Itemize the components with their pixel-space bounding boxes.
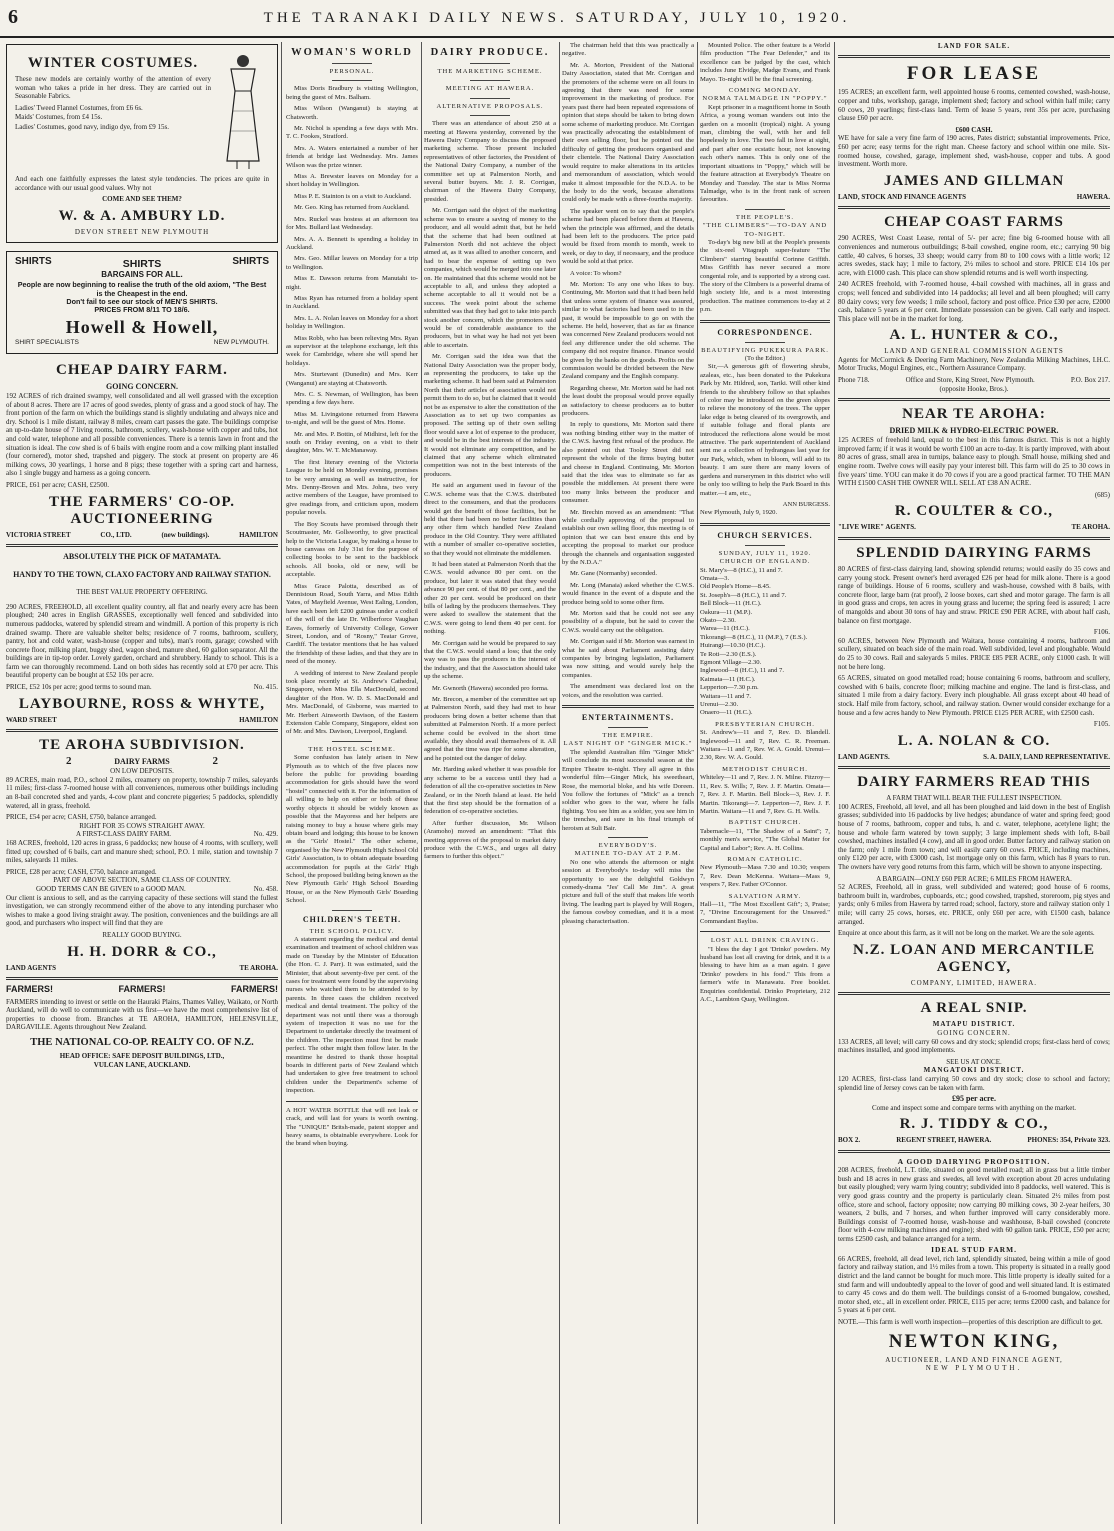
personal-item: Miss M. Livingstone returned from Hawera to-night, and will be the guest of Mrs. Home. (286, 410, 418, 427)
methodist-sub: METHODIST CHURCH. (722, 765, 808, 773)
te-aroha-a1-row (6, 830, 278, 839)
article-paragraph: It had been stated at Palmerston North that the C.W.S. would advance 80 per cent. on the produce, but later it was stated that they would advance 90 per cent. of that 80 per cent., and the other 20 per cent. would be produced on their bills of lading by the producers themselves. They were asked to swallow the statement that the C.W.S. were going to lend them 40 per cent. for nothing. (424, 560, 556, 636)
personal-item: Mrs. Ruckel was hostess at an afternoon tea for Mrs. Bullard last Wednesday. (286, 215, 418, 232)
article-paragraph: Mounted Police. The other feature is a World film production "The Fear Defender," and its excellence can be judged by the cast, which includes June Elvidge, Madge Evans, and Frank Mayo. To-night will be the final screening. (700, 42, 830, 83)
te-aroha-heading: TE AROHA SUBDIVISION. (39, 737, 245, 754)
dorr-agents: LAND AGENTS (6, 963, 56, 972)
womans-world-heading: WOMAN'S WORLD (291, 47, 413, 58)
coast-farm-2: 240 ACRES freehold, with 7-roomed house, 4-bail cowshed with machines, all in grass and crops; well fenced and subdivided into 14 paddocks; all level and all been ploughed; will carry 80 dairy cows; very few weeds; 1 mile school, factory and post office. Price £30 per acre, £2000 cash, balance 5 years at 6 per cent. Immediate possession can be given. Call early and inspect. This place will not be in the market for long. (838, 280, 1110, 323)
church-listing-item: Kaimata—11 (H.C.). (700, 675, 756, 683)
empire-subheading: THE EMPIRE. (602, 732, 654, 740)
entertainments-heading: ENTERTAINMENTS. (581, 713, 675, 723)
for-lease-body: 195 ACRES; an excellent farm, well appointed house 6 rooms, cemented cowshed, wash-house, copper and tubs, workshop, garage, implement shed; factory and school within half mile; carry 60 cows, 20 yearlings; first-class land. Term of lease 5 years, rent 35s per acre, purchasing clause £60 per acre. (838, 88, 1110, 123)
newton-king-firm: NEWTON KING, (888, 1330, 1060, 1352)
splendid-farm-3: 65 ACRES, situated on good metalled road; house containing 6 rooms, bathroom and scullery, cowshed with 6 bails, concrete floor; milking machine and engine. The land is first-class, and situated 1 mile from a dairy factory. Every inch ploughable. All grass except about 40 head of stock. Half mile from factory, school, and railway station. Owner would consider exchange for a house and a few acres handy to New Plymouth. PRICE £125 PER ACRE, with £2500 cash. (838, 674, 1110, 717)
personal-item: Miss Robb, who has been relieving Mrs. Ryan as supervisor at the telephone exchange, left this week for Cambridge, where she will spend her holidays. (286, 334, 418, 367)
shirts-word: SHIRTS (122, 258, 162, 271)
article-paragraph: Mr. Corrigan said the object of the marketing scheme was to ensure a saving of money to the producer, and all would admit that, but he held that the scheme that had been outlined at Palmerston North did not achieve the object aimed at, as it was allied to another concern, and had to bear the expense of setting up two companies, which would be merged into one later on. He maintained that this scheme would not be acceptable to all, and unless they adopted a scheme acceptable to all it would not be a success. The week point about the scheme submitted was that they had got to take into parch stock another concern, which the promoters said would be of considerable assistance to the producers, but in what way he had not yet been able to ascertain. (424, 207, 556, 349)
farmers-word: FARMERS! (231, 984, 278, 995)
te-aroha-ref2: No. 458. (253, 884, 278, 893)
hunter-body: Agents for McCormick & Deering Farm Machinery, New Zealandia Milking Machines, I.H.C. Motor Trucks, Mogul Engines, etc., Northern Assurance Company. (838, 355, 1110, 373)
church-listing-item: Lepperton—7.30 p.m. (700, 684, 759, 692)
church-listing-item: Egmont Village—2.30. (700, 659, 762, 666)
winter-note: And each one faithfully expresses the latest style tendencies. The prices are quite in accordance with our usual good values. Why not (15, 175, 269, 192)
teeth-article: A statement regarding the medical and dental examination and treatment of school children was made on Tuesday by the Minister of Education (the Hon. C. J. Parr). It was estimated, said the Minister, that about seventy-five per cent. of the cases for treatment were found by the supervising nurses who watched them to be attended to by parents. In three cases the children received medical and dental treatment. The policy of the department was not until there was a thorough system of inspection it was no use for the Department to undertake directly the treatment of the children. The inspection must first be made perfect. The other might then follow later. In the meantime he desired to thank those hospital boards in different parts of New Zealand which had undertaken to give free treatment to school children under the Department's scheme of inspection. (286, 935, 418, 1095)
column-2-womans-world (286, 42, 418, 1524)
teeth-heading: CHILDREN'S TEETH. (302, 914, 402, 924)
page-number: 6 (8, 6, 18, 28)
woman-costume-illustration (217, 51, 269, 171)
real-snip-heading: A REAL SNIP. (920, 1000, 1028, 1017)
cheap-dairy-farm-body: 192 ACRES of rich drained swampy, well consolidated and all well grassed with the exception of about 8 acres. There are 17 acres of good swedes, plenty of grass and a good stock of hay. The front portion of the farm on which the buildings stand is slightly undulating and always nice and dry. School is 1 mile distant, railway 8 miles, cream cart passes the gate. The buildings comprise an up-to-date house of 7 living rooms, bathroom, scullery, wash-house with copper and tubs, hot and cold water, telephone and all possible conveniences. There is a tennis lawn in front and the situation is ideal. The cow shed is of 6 bails with engine room and a cow milking plant installed (four cornered), motor shed, trapshed and piggery. The stock at present on property are 46 milking cows, 30 yearlings, 1 horse and 8 pigs; these together with a spring cart and harness, also 1 single buggy and harness as a going concern. (6, 392, 278, 478)
personal-item: Mrs. L. A. Nolan leaves on Monday for a short holiday in Wellington. (286, 314, 418, 331)
winter-costumes-ad (6, 44, 278, 243)
article-paragraph: Kept prisoner in a magnificent home in South Africa, a young woman wanders out into the garden on a moonlit (tropical) night. A young man, climbing the wall, with her and fell hopelessly in love. The two fall in love at sight, and part after one ecstatic hour, not knowing each other's names. This is only one of the important situations in "Poppy," which will be the feature attraction at Everybody's Theatre on Monday and Tuesday. The star is Miss Norma Talmadge, who is in the front rank of screen favourites. (700, 103, 830, 204)
dorr-town: TE AROHA. (239, 963, 278, 972)
ideal-stud-note: NOTE.—This farm is well worth inspection—properties of this description are difficult to get. (838, 1318, 1103, 1327)
church-listing-item: St. Joseph's—8 (H.C.), 11 and 7. (700, 591, 787, 599)
national-coop-lane: VULCAN LANE, AUCKLAND. (93, 1060, 191, 1069)
empire-sub2: LAST NIGHT OF "GINGER MICK." (563, 740, 693, 748)
cheap-dairy-farm-price: PRICE, £61 per acre; CASH, £2500. (6, 480, 110, 489)
te-aroha-price2: PRICE, £28 per acre; CASH, £750, balance arranged. (6, 867, 157, 876)
correspondence-date: New Plymouth, July 9, 1920. (700, 509, 778, 517)
matamata-body: 290 ACRES, FREEHOLD, all excellent quality country, all flat and nearly every acre has been ploughed; 240 acres in English GRASSES, exceptionally well fenced and subdivided into numerous paddocks, watered by splendid stream and windmill. A portion of this property is rich drained swamp. There are valuable shelter belts; residence of 7 rooms, bathroom, scullery, pantry, hot and cold water, wash-house (copper and tubs), man's room, garage; cowshed with concrete floor, milking plant, buggy shed, wagon shed, manure shed, 60 gallon separator. All the buildings are in tip-top order. Lovely garden, orchard and shrubbery. Handy to school. This is a farm we can thoroughly recommend. Land on both sides has recently sold at £70 per acre. This beautiful property can be bought at £52 10s per acre. (6, 602, 278, 680)
laybourne-street: WARD STREET (6, 715, 57, 724)
personal-item: Miss Grace Palotta, described as of Dennistoun Road, South Yarra, and Miss Edith Yates, of Mayfield Avenue, West Ealing, London, have each been left £200 guineas under a codicil of the will of the late Dr. Wilberforce Vaughan Eaves, formerly of University College, Gower Street, London, and of "Rosny," Teatar Grove, Cardiff. The testator mentions that he has valued the friendship of these ladies, and that they are in need of the money. (286, 582, 418, 666)
splendid-farm-1: 80 ACRES of first-class dairying land, showing splendid returns; would easily do 35 cows and carry young stock. Present owner's herd averaged £26 per head for milk alone. There is a good range of buildings. House of 6 rooms, scullery and wash-house, cowshed with 8 bails, with concrete floor, large barn (rat proof), 2 loose boxes, cart shed and motor garage. The farm is all in good grass and crops, ten acres in young grass and lucerne; the spring feed is assured; 1 acre of mangolds and about 30 tons of hay and straw. PRICE £90 PER ACRE, with about half cash, balance on first mortgage. (838, 565, 1110, 625)
church-listing-item: Urenui—2.30. (700, 701, 739, 709)
mangatoki-price: £95 per acre. (952, 1094, 996, 1104)
nolan-firm: L. A. NOLAN & CO. (897, 732, 1051, 749)
personal-item: Miss E. Dawson returns from Manutahi to-night. (286, 275, 418, 291)
james-gillman-footer (838, 193, 1110, 202)
nz-loan-sub: COMPANY, LIMITED, HAWERA. (910, 978, 1038, 987)
james-gillman-firm: JAMES AND GILLMAN (883, 172, 1065, 189)
read-this-sub: A FARM THAT WILL BEAR THE FULLEST INSPECTION. (886, 794, 1062, 803)
winter-price: Ladies' Tweed Flannel Costumes, from £6 6s. (15, 103, 143, 112)
dorr-firm-name: H. H. DORR & CO., (67, 943, 217, 960)
roman-catholic-sub: ROMAN CATHOLIC. (727, 855, 803, 863)
shirts-footer (15, 339, 269, 347)
mangatoki-sub: MANGATOKI DISTRICT. (923, 1066, 1025, 1075)
cheap-dairy-farm-heading: CHEAP DAIRY FARM. (56, 362, 228, 378)
church-listing-item: Omata—3. (700, 574, 730, 582)
nz-loan-firm: N.Z. LOAN AND MERCANTILE AGENCY, (853, 941, 1095, 975)
personal-item: A wedding of interest to New Zealand people took place recently at St. Andrew's Cathedral, Singapore, when Miss Ella MacDonald, second daughter of the Hon. W. D. S. MacDonald and Mrs. MacDonald, of Gisborne, was married to Mr. Herbert Ainsworth Davison, of the Eastern Extension Cable Company, Singapore, eldest son of Mr. and Mrs. Davison, Liverpool, England. (286, 669, 418, 736)
personal-item: Miss P. E. Stainton is on a visit to Auckland. (294, 192, 412, 200)
article-paragraph: Mr. Corrigan said if Mr. Morton was earnest in what he said about Parliament assisting dairy companies by bringing legislation, Parliament was now sitting, and would surely help the companies. (562, 638, 694, 679)
near-te-aroha-body: 125 ACRES of freehold land, equal to the best in this famous district. This is not a highly improved farm; if it was it would be worth £100 an acre to-day. It is partly improved, with about 80 acres of grass, small area in turnips, balance easy to plough. Small house, milking shed and engine room. Twelve cows will easily pay your interest bill. This farm will do 25 to 30 cows in five years' time. YOU can make it do 70 cows if you are a good practical farmer. TO THE MAN WITH £1500 CASH THE OWNER WILL SELL AT £38 AN ACRE. (838, 436, 1110, 488)
winter-price: Maids' Costumes, from £4 15s. (15, 113, 103, 122)
coulter-town: TE AROHA. (1071, 523, 1110, 532)
farmers-coop-street: VICTORIA STREET (6, 530, 71, 539)
hunter-firm: A. L. HUNTER & CO., (889, 327, 1059, 344)
dorr-footer (6, 964, 278, 973)
article-paragraph: Mr. A. Morton, President of the National Dairy Association, stated that Mr. Corrigan and the promoters of the scheme were on all fours in agreeing that there was need for some improvement in the marketing of produce. For years past there had been repeated expressions of opinion that steps should be taken to bring down some scheme of marketing produce. Mr. Corrigan was practically advocating the establishment of their own selling floor, but he pointed out the difficulty of getting the producers organised and their clientele. The National Dairy Association would require to make alterations in its articles and memorandum of association, which would make it almost impossible for the N.D.A. to be the body to do the work, because alterations could only be made with a three-fourths majority. (562, 61, 694, 204)
church-listing-item: Oakura—11 (M.P.). (700, 608, 753, 616)
salvation-army-listing: Hall—11, "The Most Excellent Gift"; 3, Praise; 7, "Divine Encouragement for the Unsaved." Commandant Bayliss. (700, 900, 830, 925)
for-lease-heading: FOR LEASE (906, 63, 1042, 85)
article-paragraph: In reply to questions, Mr. Morton said there was nothing binding either way in the matter of the C.W.S. having first refusal of the produce. He also pointed out that Tooley Street did not represent the whole of the firms buying butter and cheese in England. Continuing, Mr. Morton said that the idea was to eliminate so far as possible the middlemen. At present there were too many links between the producer and consumer. (562, 421, 694, 505)
splendid-farm-1-ref: F106. (1093, 628, 1110, 637)
coast-farm-1: 290 ACRES, West Coast Lease, rental of 5/- per acre; fine big 6-roomed house with all conveniences and numerous outbuildings; 8-bail cowshed, engine room, etc.; carrying 90 big cattle, 40 calves, 6 horses, 33 sheep; would carry from 80 to 100 cows with a little work; 12 acres swedes, stack hay; 1 mile to factory, 2½ miles to school and store. PRICE £14 10s per acre, with £1000 cash. This place can show splendid returns and is well worth inspecting. (838, 234, 1110, 277)
column-3-dairy-produce (424, 42, 556, 1524)
near-te-aroha-sub: DRIED MILK & HYDRO-ELECTRIC POWER. (889, 426, 1059, 436)
church-listing-item: Te Roti—2.30 (E.S.). (700, 650, 757, 658)
nolan-rep: S. A. DAILY, LAND REPRESENTATIVE. (983, 752, 1110, 761)
shirts-cta: Don't fail to see our stock of MEN'S SHIRTS. (66, 296, 218, 306)
column-4-news (562, 42, 694, 1524)
church-listing-item: Tikorangi—8 (H.C.), 11 (M.P.), 7 (E.S.). (700, 633, 808, 641)
article-paragraph: After further discussion, Mr. Wilson (Aramoho) moved an amendment: "That this meeting approves of the proposal to market dairy produce with the C.W.S., and urges all dairy farmers to further this object." (424, 819, 556, 861)
personal-item: Mrs. A. Waters entertained a number of her friends at bridge last Wednesday. Mrs. James Wilson was the prize winner. (286, 144, 418, 169)
te-aroha-num: 2 (212, 755, 218, 768)
dairy-produce-heading: DAIRY PRODUCE. (430, 47, 550, 58)
article-paragraph: Mr. Long (Manaia) asked whether the C.W.S. would finance in the event of a dispute and the produce being sold to some other firm. (562, 581, 694, 606)
personal-item: Mrs. Sturtevant (Dunedin) and Mrs. Kerr (Wanganui) are staying at Chatsworth. (286, 371, 418, 387)
column-5-news (700, 42, 830, 1524)
personal-item: Mr. Nichol is spending a few days with Mrs. T. C. Fookes, Stratford. (286, 125, 418, 141)
hostel-article: Some confusion has lately arisen in New Plymouth as to which of the five places now before the public for providing boarding accommodation for girls should have the word "hostel" connected with it. For the information of all willing to help on either or both of these worthy objects it should be widely known as possible that the Mayoress and her helpers are raising money to buy a house where girls may obtain board and lodging; this house to be known as the "Girls' Hostel." The other scheme, organised by the New Plymouth High School Old Girls' Association, is to obtain adequate boarding accommodation for pupils at the Girls' High School, the proposed building being known as the New Plymouth Girls' High School Boarding House, or as the New Plymouth Girls' Boarding School. (286, 754, 418, 905)
column-rule (421, 42, 422, 1524)
personal-subheading: PERSONAL. (329, 68, 375, 75)
near-te-aroha-ref: (685) (1094, 490, 1110, 499)
article-paragraph: He said an argument used in favour of the C.W.S. scheme was that the C.W.S. distributed direct to the consumers, and that the producers would get the benefit of those facilities, but he held that there had been no better facilities than any other firm which handled New Zealand produce in the Old Country. They were affiliated with a number of smaller co-operative societies, so that they would not eliminate the middlemen. (424, 482, 556, 557)
personal-item: Mrs. Geo. Millar leaves on Monday for a trip to Wellington. (286, 255, 418, 271)
everybodys-subheading: EVERYBODY'S. (598, 841, 658, 849)
cash-heading: £600 CASH. (955, 125, 993, 134)
shirts-footer-left: SHIRT SPECIALISTS (15, 338, 79, 346)
masthead (0, 0, 1114, 38)
column-rule (697, 42, 698, 1524)
column-1-advertisements (6, 42, 278, 1524)
methodist-listing: Whiteley—11 and 7, Rev. J. N. Milne. Fitzroy—11, Rev. S. Wills; 7, Rev. J. F. Martin. Omata—7, Rev. J. F. Martin. Bell Block—3, Rev. J. F. Martin. Tikorangi—7. Lepperton—7, Rev. J. F. Martin. Waitara—11 and 7, Rev. G. H. Wells. (700, 774, 830, 815)
correspondence-letter: Sir,—A generous gift of flowering shrubs, azaleas, etc., has been donated to the Pukekura Park by Mr. Hildred, son, Tariki. Will other kind friends to the shrubbery follow so that splashes of color may be introduced on the green slopes to relieve the monotony of the trees. The upper lake edge is being cleared of its overgrowth, and if suitable foliage and floral plants are introduced the reflections alone would be most attractive. The park superintendent of Auckland sent me a collection of hydrangeas last year for our Park, which, when in bloom, will add to its beauty. I am sure there are many lovers of gardens and nurserymen in this district who will be only too willing to help the Park Board in this matter.—I am, etc., (700, 363, 830, 497)
matapu-sub: MATAPU DISTRICT. (932, 1020, 1016, 1029)
snip-see-us: SEE US AT ONCE. (946, 1057, 1002, 1066)
alternative-sub: ALTERNATIVE PROPOSALS. (436, 102, 544, 110)
winter-costumes-heading: WINTER COSTUMES. (27, 55, 199, 71)
ambury-address: DEVON STREET NEW PLYMOUTH (74, 227, 210, 236)
matamata-line1: HANDY TO THE TOWN, CLAXO FACTORY AND RAILWAY STATION. (13, 570, 271, 580)
article-paragraph: Mr. Harding asked whether it was possible for any scheme to be a success until they had a federation of all the co-operative societies in New Zealand, or in the North Island at least. He held that the first step should be the formation of a federation of co-operative societies. (424, 766, 556, 816)
everybodys-article: No one who attends the afternoon or night session at Everybody's to-day will miss the opportunity to see the delightful Goldwyn comedy-drama "Jes' Call Me Jim". A great picture and full of the stuff that makes life worth living. The leading part is played by Will Rogers, the famous cowboy comedian, and it is a most pleasing characterisation. (562, 858, 694, 925)
hostel-subheading: THE HOSTEL SCHEME. (308, 745, 396, 753)
mangatoki-cta: Come and inspect some and compare terms with anything on the market. (871, 1103, 1077, 1112)
shirts-footer-right: NEW PLYMOUTH. (213, 338, 269, 346)
te-aroha-farm1: 89 ACRES, main road, P.O., school 2 miles, creamery on property, township 7 miles, saleyards 11 miles; first-class 7-roomed house with all conveniences, numerous other buildings including an 8-bail concreted shed and yards, 4-cow plant and concrete piggeries; 5 paddocks, splendidly watered, all in grass, freehold. (6, 775, 278, 810)
article-paragraph: Mr. Gwnorth (Hawera) seconded pro forma. (432, 684, 549, 692)
shirts-word: SHIRTS (232, 256, 269, 268)
article-paragraph: The amendment was declared lost on the voices, and the resolution was carried. (562, 683, 694, 699)
church-listing-item: St. Mary's—8 (H.C.), 11 and 7. (700, 566, 783, 574)
article-paragraph: Mr. Morton said that he could not see any possibility of a dispute, but he said to cover the C.W.S. would carry out the obligation. (562, 610, 694, 634)
farmers-body: FARMERS intending to invest or settle on the Hauraki Plains, Thames Valley, Waikato, or North Auckland, will do well to communicate with us first—we have the most comprehensive list of properties to choose from. Branches at TE AROHA, HAMILTON, HELENSVILLE, DARGAVILLE. Agents throughout New Zealand. (6, 997, 278, 1032)
farmers-coop-heading: THE FARMERS' CO-OP. AUCTIONEERING (48, 493, 236, 527)
personal-item: Mrs. C. S. Newman, of Wellington, has been spending a few days here. (286, 391, 418, 407)
farmers-coop-sub: CO., LTD. (100, 530, 132, 539)
ideal-stud-body: 66 ACRES, freehold, all dead level, rich land, splendidly situated, being within a mile of good factory and railway station, and 1½ miles from a town. This property is situated in a really good district and the land cannot be bought for much more. This little property is ideally suited for a stud farm and will undoubtedly appeal to the lover of good and well situated land. It is estimated to carry 45 cows and do them well. The buildings consist of a 6-roomed bungalow, cowshed, motor shed, etc., all in excellent order. PRICE, £115 per acre; terms £2000 cash, and balance for 5 years at 6 per cent. (838, 1254, 1110, 1315)
personal-item: Miss Ryan has returned from a holiday spent in Auckland. (286, 294, 418, 311)
personal-item: The first literary evening of the Victoria League to be held on Monday evening, promises to be very amusing as well as instructive, for Mrs. Denny-Brown and Mrs. Johns, two very active members of the League, have promised to give readings from, and criticism upon, modern popular novels. (286, 458, 418, 517)
land-for-sale-heading: LAND FOR SALE. (937, 42, 1011, 50)
tiddy-phones: PHONES: 354, Private 323. (1027, 1136, 1110, 1145)
matamata-heading: ABSOLUTELY THE PICK OF MATAMATA. (63, 552, 221, 562)
personal-item: Mr. and Mrs. P. Bottin, of Midhirst, left for the south on Friday evening, on a visit to their daughter, Mrs. W. T. McManaway. (286, 430, 418, 455)
hot-water-bottle-ad: A HOT WATER BOTTLE that will not leak or crack, and will last for years is worth owning. The "UNIQUE" Britsh-made, patent stopper and heavy seams, is obtainable everywhere. Look for the brand when buying. (286, 1106, 418, 1148)
national-coop-firm: THE NATIONAL CO-OP. REALTY CO. OF N.Z. (30, 1036, 254, 1048)
article-paragraph: Mr. Corrigan said the idea was that the National Dairy Association was the proper body, as representing the producers, to take up the marketing scheme. It had been said at Palmerston North that their articles of association would not permit them to do so, but he claimed that it would not be as expensive to alter the constitution of the Association as to set up two companies as proposed. The setting up of their own selling floor would save a lot of expense to the producer, and would be in the best interests of the industry. It would not eliminate any competition, and he claimed that any scheme which eliminated competition was not in the best interests of the producers. (424, 353, 556, 478)
bargain-heading: A BARGAIN—ONLY £60 PER ACRE; 6 MILES FROM HAWERA. (876, 874, 1072, 883)
hunter-office: Office and Store, King Street, New Plymouth. (905, 376, 1035, 385)
church-listing-item: Inglewood—8 (H.C.), 11 and 7. (700, 667, 784, 675)
farmers-word: FARMERS! (118, 984, 166, 995)
hunter-sub: LAND AND GENERAL COMMISSION AGENTS (884, 347, 1064, 356)
farmers-coop-buildings: (new buildings). (161, 530, 210, 539)
te-aroha-good-row (6, 885, 278, 894)
shirts-sub: BARGAINS FOR ALL. (101, 270, 183, 280)
peoples-article: To-day's big new bill at the People's presents the six-reel Vitagraph super-feature "The Climbers" starring beautiful Corinne Griffith. Miss Griffith has never secured a more congenial role, and is supported by a strong cast. The story of the Climbers is a powerful drama of high society life, and is a most interesting production. The matinee commences to-day at 2 p.m. (700, 238, 830, 314)
matamata-line2: THE BEST VALUE PROPERTY OFFERING. (76, 588, 208, 597)
tiddy-footer (838, 1136, 1110, 1145)
te-aroha-sub: DAIRY FARMS (114, 757, 170, 767)
farmers-coop-town: HAMILTON (239, 530, 278, 539)
read-this-farm-2: 52 ACRES, Freehold, all in grass, well subdivided and watered; good house of 6 rooms, bathroom built in, wardrobes, cupboards, etc.; good cowshed, trapshed, storeroom, pig styes and yards; only 6 miles from Hawera by tarred road; school, factory, store and railway station only 1 mile; will carry 25 cows, horses, etc. PRICE, only £60 per acre, with £1500 cash, balance arranged. (838, 883, 1110, 926)
article-paragraph: The chairman held that this was practically a negative. (562, 42, 694, 58)
teeth-subheading: THE SCHOOL POLICY. (309, 927, 395, 935)
presbyterian-listing: St. Andrew's—11 and 7, Rev. D. Blandell. Inglewood—11 and 7, Rev. C. R. Freeman. Waitara—11 and 7, Rev. W. A. Gould. Urenui—2.30, Rev. W. A. Gould. (700, 729, 830, 762)
laybourne-town: HAMILTON (239, 715, 278, 724)
correspondence-to: (To the Editor.) (744, 355, 786, 362)
cash-body: WE have for sale a very fine farm of 190 acres, Pates district; substantial improvements. Price, £60 per acre; easy terms for the right man. Cheese factory and school within one mile. Six-roomed house, cowshed, garage, implement shed, wash-house, copper and tubs. A good investment. Worth more. (838, 134, 1110, 169)
church-listing-item: Bell Block—11 (H.C.). (700, 600, 762, 608)
matamata-price-row (6, 683, 278, 692)
church-listing (700, 567, 830, 718)
coming-monday-sub: COMING MONDAY. (728, 87, 802, 95)
church-of-england-sub: CHURCH OF ENGLAND. (719, 558, 811, 566)
cheap-coast-farms-heading: CHEAP COAST FARMS (884, 214, 1064, 231)
winter-cta: COME AND SEE THEM? (102, 195, 182, 204)
baptist-listing: Tabernacle—11, "The Shadow of a Saint"; 7, monthly men's service, "The Global Matter for Capital and Labor"; Rev. A. H. Collins. (700, 827, 830, 852)
article-paragraph: Mr. Gane (Normanby) seconded. (570, 570, 657, 578)
splendid-dairying-heading: SPLENDID DAIRYING FARMS (856, 545, 1092, 561)
column-rule (281, 42, 282, 1524)
church-listing-item: Waitara—11 and 7. (700, 692, 752, 700)
cheap-dairy-farm-sub: GOING CONCERN. (105, 382, 178, 391)
read-this-enquire: Enquire at once about this farm, as it will not be long on the market. We are the sole agents. (838, 929, 1095, 938)
farmers-coop-address (6, 531, 278, 540)
correspondence-signature: ANN BURGESS. (782, 500, 830, 508)
splendid-farm-2: 60 ACRES, between New Plymouth and Waitara, house containing 4 rooms, bathroom and scullery, situated on beach side of the main road. Well subdivided, level and ploughable. Would do 25 to 30 cows. Rail and saleyards 5 miles. PRICE £85 PER ACRE, only £1000 cash. It will not be here long. (838, 636, 1110, 671)
shirts-prices: PRICES FROM 8/11 TO 18/6. (94, 305, 190, 315)
personal-item: Miss Doris Bradbury is visiting Wellington, being the guest of Mrs. Balham. (286, 85, 418, 101)
personal-item: Mrs. A. A. Bennett is spending a holiday in Auckland. (286, 235, 418, 251)
article-paragraph: Mr. Corrigan said he would be prepared to say that the C.W.S. would stand a loss; that the only way was to pass the producers in the interest of the industry, and that the Association should take up the scheme. (424, 639, 556, 681)
near-te-aroha-heading: NEAR TE AROHA: (902, 406, 1046, 423)
coulter-footer (838, 523, 1110, 532)
mangatoki-body: 120 ACRES, first-class land carrying 50 cows and dry stock; close to school and factory; splendid line of Jersey cows can be taken with farm. (838, 1074, 1110, 1092)
marketing-scheme-sub: THE MARKETING SCHEME. (437, 68, 543, 75)
shirts-body: People are now beginning to realise the truth of the old axiom, "The Best is the Cheapest in the end. (17, 279, 267, 298)
coulter-agents: "LIVE WIRE" AGENTS. (838, 523, 916, 532)
laybourne-firm-name: LAYBOURNE, ROSS & WHYTE, (18, 695, 266, 712)
church-listing-item: Onaero—11 (H.C.). (700, 709, 753, 717)
nolan-agents: LAND AGENTS. (838, 752, 890, 761)
presbyterian-sub: PRESBYTERIAN CHURCH. (715, 720, 815, 728)
column-6-land-for-sale (838, 42, 1110, 1524)
roman-catholic-listing: New Plymouth—Mass 7.30 and 10.30; vespers 7, Rev. Dean McKenna. Waitara—Mass 9, vespers 7, Rev. Father O'Connor. (700, 864, 830, 889)
te-aroha-a1: A FIRST-CLASS DAIRY FARM. (76, 830, 172, 839)
personal-item: Miss Wilson (Wanganui) is staying at Chatsworth. (286, 105, 418, 121)
hunter-po: P.O. Box 217. (1070, 376, 1110, 385)
newton-king-town: NEW PLYMOUTH. (925, 1364, 1023, 1373)
coming-monday-title: NORMA TALMADGE IN "POPPY." (702, 95, 828, 103)
article-paragraph: Mr. Brecon, a member of the committee set up at Palmerston North, said they had met to hear producers bring down a better scheme than that submitted at Palmerston North. If a more perfect scheme could be evolved in the short time available, they should avail themselves of it. All agreed that the time was ripe for some alteration, and he pointed out the danger of delay. (424, 696, 556, 762)
winter-price: Ladies' Costumes, good navy, indigo dye, from £9 15s. (15, 122, 170, 131)
coulter-firm: R. COULTER & CO., (894, 503, 1054, 520)
good-dairying-body: 208 ACRES, freehold, L.T. title, situated on good metalled road; all in grass but a little timber bush and 18 acres in new grass and swedes, all level with exception about 20 acres undulating but easily ploughed; very warm lying country; subdivided into 8 paddocks, well watered. This is very good grass country and the property is particularly clean. Situated 2½ miles from post office, store and school, factory opposite; now carrying 80 milking cows, 30 2-year heifers, 30 weaners, 2 bulls, and 7 horses, and when further improved will carry considerably more. Buildings consist of 7-roomed house, wash-house and washhouse, 8-bail cowshed (concrete floor with 4-cow milking machines and engine); shed with 60 gallon tank. PRICE, £50 per acre; terms £2500 cash, and balance arranged for a term. (838, 1166, 1110, 1243)
te-aroha-really: REALLY GOOD BUYING. (102, 930, 182, 939)
james-gillman-town: HAWERA. (1076, 192, 1110, 201)
tiddy-firm: R. J. TIDDY & CO., (899, 1116, 1049, 1133)
going-concern-sub: GOING CONCERN. (937, 1028, 1011, 1037)
church-listing-item: Old People's Home—8.45. (700, 583, 771, 591)
howell-firm-name: Howell & Howell, (65, 316, 219, 337)
ambury-firm-name: W. & A. AMBURY LD. (58, 207, 226, 224)
article-paragraph: There was an attendance of about 250 at a meeting at Hawera yesterday, convened by the Hawera Dairy Company to discuss the proposed marketing scheme. Those present included representatives of other factories, the President of the National Dairy Company, a number of the committee set up at Palmerston North, and several butter buyers. Mr. J. R. Corrigan, chairman of the Hawera Dairy Company, presided. (424, 120, 556, 203)
te-aroha-num: 2 (66, 755, 72, 768)
read-this-farm-1: 100 ACRES, Freehold, all level, and all has been ploughed and laid down in the best of English grasses; subdivided into 16 paddocks by live hedges; abundance of water and spring feed; good house of 7 rooms, bathroom, copper and tubs, h. and c. water, telephone, acetylene light; the house and whole farm watered by town supply; 3 large implement sheds with loft, 8-bail cowshed, machines installed (4 cow), and all in good order. Butter factory and railway station on the farm; only 1 mile from town; and will easily carry 60 cows. PRICE, including machines, only £120 per acre, with £3000 cash, 1st mortgage only on this farm, which has 8 years to run. The owners have very good returns from this farm, which will be shown to anyone inspecting. (838, 802, 1110, 872)
newspaper-title: THE TARANAKI DAILY NEWS. SATURDAY, JULY 10, 1920. (263, 10, 851, 26)
column-rule (834, 42, 835, 1524)
peoples-sub2: "THE CLIMBERS"—TO-DAY AND TO-NIGHT. (702, 222, 828, 238)
national-coop-office: HEAD OFFICE: SAFE DEPOSIT BUILDINGS, LTD., (59, 1051, 225, 1060)
winter-intro: These new models are certainly worthy of the attention of every woman who takes a pride in her dress. They are carried out in Seasonable Fabrics. (15, 75, 211, 101)
article-paragraph: A voice: To whom? (570, 269, 622, 277)
salvation-army-sub: SALVATION ARMY. (728, 892, 802, 900)
hunter-contact-row (838, 376, 1110, 385)
te-aroha-price1: PRICE, £54 per acre; CASH, £750, balance arranged. (6, 813, 157, 822)
article-paragraph: Mr. Morton: To any one who likes to buy. Continuing, Mr. Morton said that it had been held that unless some system of finance was assured, similar to what factories had been used to in the past, it would be impossible to go on with the scheme. He held, however, that as far as finance was concerned New Zealand producers would not feel any difference under the old scheme. The company did not require finance. Finance would be given by the banks on the goods. Profits on the commission would be divided between the New Zealand company and the English company. (562, 280, 694, 381)
column-rule (559, 42, 560, 1524)
empire-article: The splendid Australian film "Ginger Mick" will conclude its most successful season at the Empire Theatre to-night. They all agree in this wonderful film—Ginger Mick, his sweetheart, Rose, the memorial bloke, and his wife Doreen. You follow the fortunes of "Mick" as a trench soldier who goes to the war, where he falls fighting. You see him as a soldier, you see him in the trenches, and sure in his final triumph of heroism at Suli Bair. (562, 748, 694, 832)
hunter-phone: Phone 718. (838, 376, 870, 385)
newton-king-sub: AUCTIONEER, LAND AND FINANCE AGENT, (885, 1355, 1063, 1364)
te-aroha-part: PART OF ABOVE SECTION, SAME CLASS OF COUNTRY. (53, 876, 231, 885)
peoples-subheading: THE PEOPLE'S. (735, 213, 795, 221)
te-aroha-farm2: 168 ACRES, freehold, 120 acres in grass, 6 paddocks; new house of 4 rooms, with scullery, well fitted up; cowshed of 6 bails, cart and manure shed; school, P.O. 1 mile, station and township 7 miles, saleyards 11 miles. (6, 839, 278, 865)
tiddy-box: BOX 2. (838, 1136, 861, 1145)
article-paragraph: The speaker went on to say that the people's scheme had been placed before them at Hawera, when the principle was affirmed, and the details had been left to the producers. The price paid would be fixed from month to month, week to week, or day to day, if necessary, and the produce would be sold at that price. (562, 207, 694, 266)
te-aroha-ref1: No. 429. (253, 830, 278, 839)
james-gillman-agents: LAND, STOCK AND FINANCE AGENTS (838, 192, 967, 201)
church-listing-item: Huirangi—10.30 (H.C.). (700, 642, 766, 650)
splendid-farm-3-ref: F105. (1093, 720, 1110, 729)
correspondence-sub: BEAUTIFYING PUKEKURA PARK. (701, 346, 829, 354)
baptist-sub: BAPTIST CHURCH. (728, 819, 802, 827)
church-date: SUNDAY, JULY 11, 1920. (718, 549, 812, 557)
ideal-stud-heading: IDEAL STUD FARM. (931, 1245, 1017, 1255)
article-paragraph: Regarding cheese, Mr. Morton said he had not the least doubt the proposal would prove equally as satisfactory to cheese producers as to butter producers. (562, 384, 694, 418)
church-listing-item: Okato—2.30. (700, 616, 736, 624)
te-aroha-right1: RIGHT FOR 35 COWS STRAIGHT AWAY. (79, 821, 205, 830)
meeting-sub: MEETING AT HAWERA. (445, 85, 535, 93)
te-aroha-dairy-row (6, 757, 278, 767)
correspondence-heading: CORRESPONDENCE. (717, 327, 813, 337)
snip-farm-1: 133 ACRES, all level; will carry 60 cows and dry stock; splendid crops; first-class herd of cows; machines installed, and good implements. (838, 1037, 1110, 1055)
read-this-heading: DAIRY FARMERS READ THIS (857, 774, 1091, 791)
matamata-ref: No. 415. (253, 683, 278, 692)
te-aroha-client: Our client is anxious to sell, and as the carrying capacity of these sections will stand the fullest investigation, we can strongly recommend either of the above to any intending purchaser who wishes to make a good living straight away. The position, conveniences and the buildings are all good, and purchasers who inspect will find that they are (6, 893, 278, 928)
tiddy-address: REGENT STREET, HAWERA. (896, 1136, 992, 1145)
personal-item: Miss A. Brewster leaves on Monday for a short holiday in Wellington. (286, 173, 418, 189)
te-aroha-deposit: ON LOW DEPOSITS. (110, 767, 174, 776)
matamata-price: PRICE, £52 10s per acre; good terms to sound man. (6, 683, 152, 692)
good-dairying-heading: A GOOD DAIRYING PROPOSITION. (897, 1156, 1051, 1166)
shirts-word: SHIRTS (15, 256, 52, 268)
personal-item: The Boy Scouts have promised through their Scoutmaster, Mr. Gollsworthy, to give practical help to the Victoria League, by making a house to house canvass on July 31st for the purpose of collecting books to be sent to the backblock schools. All books, old or new, will be acceptable. (286, 520, 418, 579)
nolan-footer (838, 753, 1110, 762)
farmers-heading-row (6, 985, 278, 993)
personal-item: Mr. Geo. King has returned from Auckland. (294, 204, 410, 212)
church-listing-item: Warea—11 (H.C.). (700, 625, 750, 633)
te-aroha-good: GOOD TERMS CAN BE GIVEN to a GOOD MAN. (36, 884, 186, 893)
hunter-opposite: (opposite Hooke, Bros.). (939, 384, 1009, 393)
farmers-word: FARMERS! (6, 984, 53, 995)
drink-craving-heading: LOST ALL DRINK CRAVING. (710, 937, 820, 945)
laybourne-address (6, 716, 278, 725)
article-paragraph: Mr. Brechin moved as an amendment: "That while cordially approving of the proposal to establish our own selling floor, this meeting is of opinion that we can best ensure this end by accepting the proposal to market our produce through the channels and organisation suggested by the N.D.A." (562, 508, 694, 566)
shirts-ad (6, 251, 278, 354)
church-services-heading: CHURCH SERVICES. (717, 530, 813, 540)
everybodys-sub2: MATINEE TO-DAY AT 2 P.M. (574, 850, 682, 858)
drink-craving-ad: "I bless the day I got 'Drinko' powders. My husband has lost all craving for drink, and it is a blessing to have him as a man again. I gave 'Drinko' powders in his food." This from a farmer's wife in Manawatu. Free booklet. Enquiries confidential. Drinko Proprietary, 212 A.C., Lambton Quay, Wellington. (700, 945, 830, 1004)
